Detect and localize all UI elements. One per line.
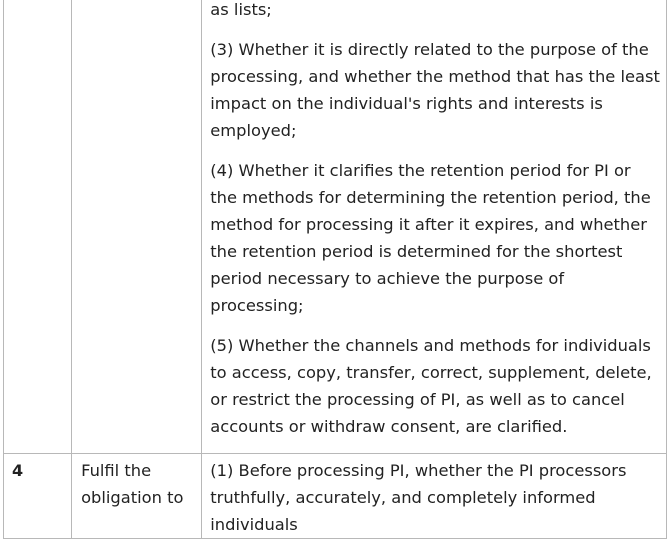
table-row	[4, 0, 667, 454]
item-cell	[72, 0, 202, 454]
detail-paragraph: (4) Whether it clarifies the retention period for PI or the methods for determining the retention period, the method for processing it after it expires, and whether the retention period is determined for the shortest period necessary to achieve the purpose of processing;	[210, 161, 651, 315]
item-text: Fulfil the obligation to	[81, 461, 184, 507]
row-number: 4	[12, 461, 24, 480]
detail-cell	[202, 454, 667, 539]
detail-cell	[202, 0, 667, 454]
detail-paragraph: as lists;	[210, 0, 272, 19]
detail-paragraph: (5) Whether the channels and methods for individuals to access, copy, transfer, correct, supplement, delete, or restrict the processing of PI, as well as to cancel accounts or withdraw consent, are clarified.	[210, 336, 652, 436]
row-number-cell	[4, 454, 72, 539]
requirements-table	[3, 0, 667, 539]
detail-paragraph: (3) Whether it is directly related to the purpose of the processing, and whether the method that has the least impact on the individual's rights and interests is employed;	[210, 40, 660, 140]
detail-paragraph: (1) Before processing PI, whether the PI processors truthfully, accurately, and completely informed individuals	[210, 461, 627, 534]
item-cell	[72, 454, 202, 539]
row-number-cell	[4, 0, 72, 454]
table-row	[4, 454, 667, 539]
